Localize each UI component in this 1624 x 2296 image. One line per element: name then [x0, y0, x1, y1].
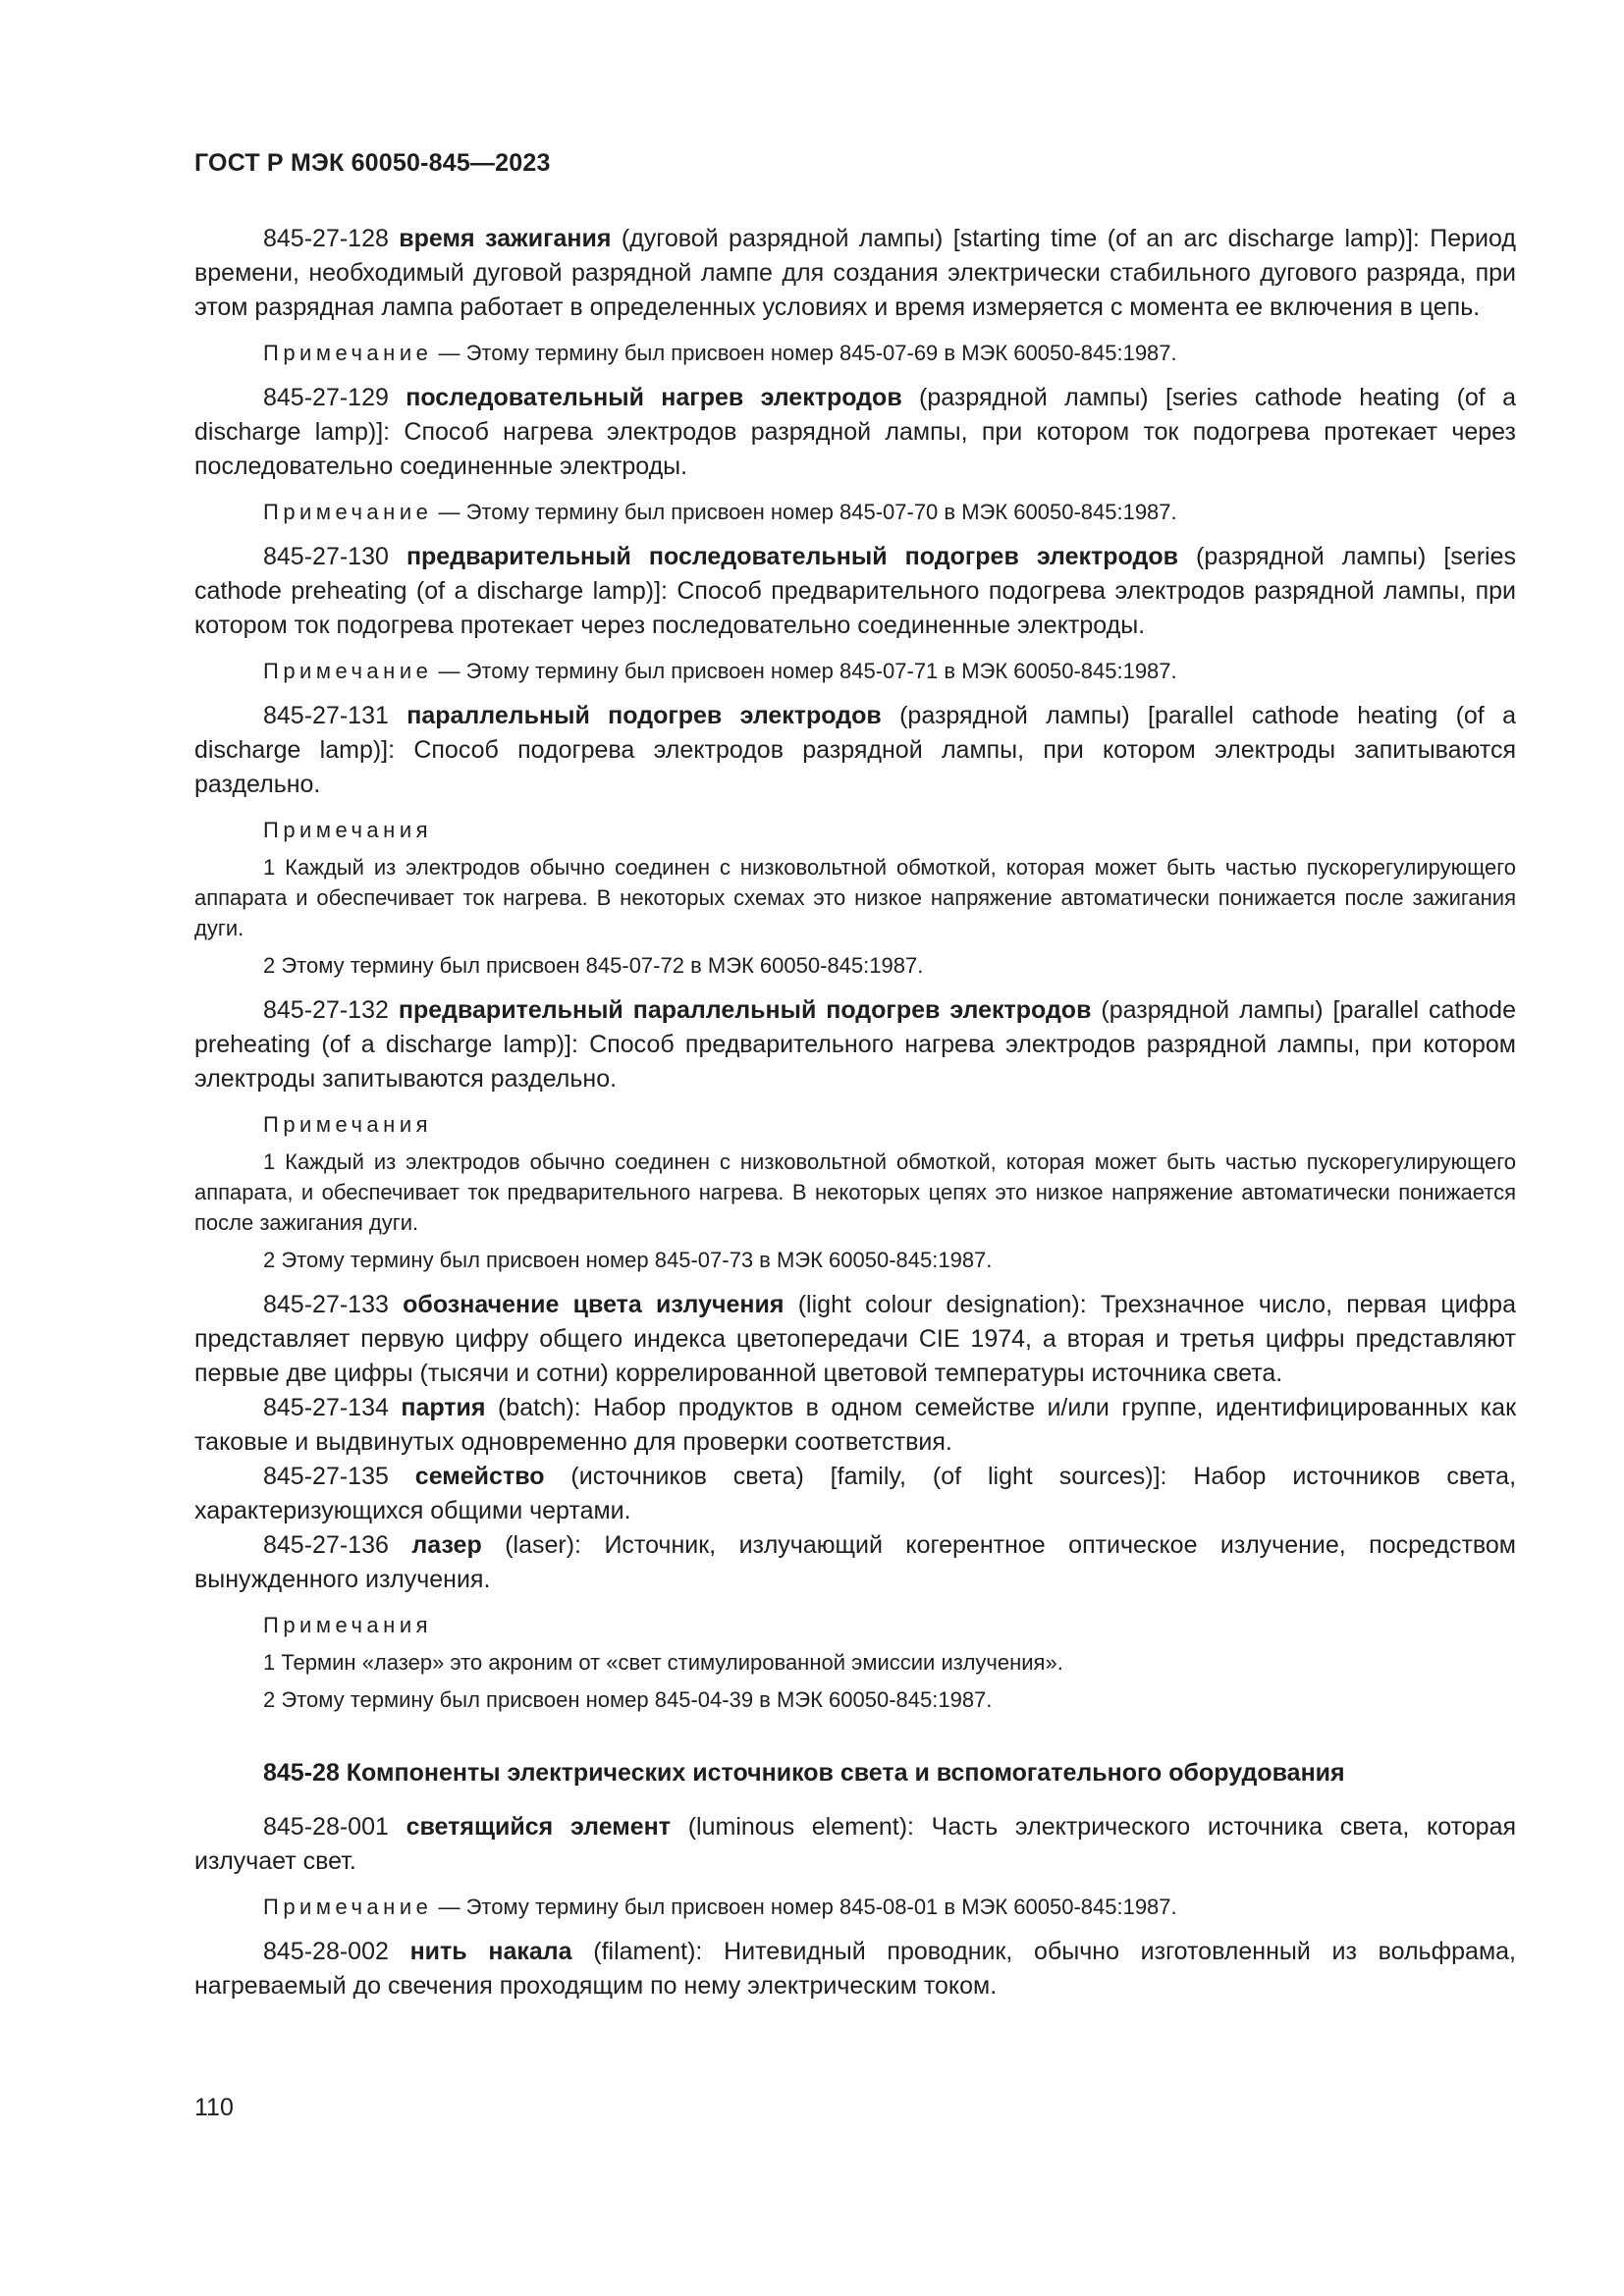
term-entry: [194, 1288, 1516, 1391]
note-label: Примечание: [263, 341, 433, 365]
term-title: лазер: [411, 1531, 482, 1559]
term-entry: [194, 1391, 1516, 1460]
term-title: партия: [401, 1394, 486, 1421]
term-definition: (разрядной лампы) [series cathode preheating (of a discharge lamp)]: Способ предварительного подогрева электродов разрядной лампы, при котором ток подогрева протекает через последовательно соединенные электроды.: [194, 543, 1516, 639]
term-definition: (light colour designation): Трехзначное число, первая цифра представляет первую цифру общего индекса цветопередачи CIE 1974, а вторая и третья цифры представляют первые две цифры (тысячи и сотни) коррелированной цветовой температуры источника света.: [194, 1291, 1516, 1387]
term-title: обозначение цвета излучения: [403, 1291, 785, 1318]
term-note: [194, 656, 1516, 686]
term-title: предварительный последовательный подогрев электродов: [406, 543, 1178, 570]
notes-heading: Примечания: [263, 1613, 433, 1637]
term-number: 845-27-128: [263, 225, 389, 252]
term-definition: (luminous element): Часть электрического источника света, которая излучает свет.: [194, 1813, 1517, 1875]
term-number: 845-27-136: [263, 1531, 389, 1559]
term-number: 845-27-130: [263, 543, 389, 570]
term-title: время зажигания: [399, 225, 612, 252]
section-heading: 845-28 Компоненты электрических источников света и вспомогательного оборудования: [263, 1759, 1345, 1787]
note-item: 1 Каждый из электродов обычно соединен с низковольтной обмоткой, которая может быть частью пускорегулирующего аппарата и обеспечивает ток нагрева. В некоторых схемах это низкое напряжение автоматически понижается после зажигания дуги.: [194, 855, 1516, 940]
note-text: — Этому термину был присвоен номер 845-07-71 в МЭК 60050-845:1987.: [438, 659, 1177, 683]
term-note: [194, 497, 1516, 527]
note-item: 2 Этому термину был присвоен 845-07-72 в МЭК 60050-845:1987.: [263, 953, 924, 978]
note-label: Примечание: [263, 500, 433, 524]
notes-heading: Примечания: [263, 818, 433, 842]
document-content: [194, 222, 1516, 2016]
note-text: — Этому термину был присвоен номер 845-07-69 в МЭК 60050-845:1987.: [438, 341, 1177, 365]
note-item: 2 Этому термину был присвоен номер 845-04-39 в МЭК 60050-845:1987.: [263, 1687, 993, 1712]
term-definition: (дуговой разрядной лампы) [starting time (of an arc discharge lamp)]: Период времени, необходимый дуговой разрядной лампе для создания электрически стабильного дугового разряда, при этом разрядная лампа работает в определенных условиях и время измеряется с момента ее включения в цепь.: [194, 225, 1516, 321]
term-title: последовательный нагрев электродов: [406, 384, 902, 411]
term-number: 845-28-001: [263, 1813, 389, 1841]
term-number: 845-27-132: [263, 996, 389, 1024]
term-entry: [194, 381, 1516, 484]
term-number: 845-27-129: [263, 384, 389, 411]
notes-heading: Примечания: [263, 1112, 433, 1137]
term-definition: (разрядной лампы) [parallel cathode preheating (of a discharge lamp)]: Способ предварительного нагрева электродов разрядной лампы, при котором электроды запитываются раздельно.: [194, 996, 1516, 1093]
term-number: 845-27-133: [263, 1291, 389, 1318]
note-label: Примечание: [263, 659, 433, 683]
note-item: 1 Каждый из электродов обычно соединен с низковольтной обмоткой, которая может быть частью пускорегулирующего аппарата, и обеспечивает ток предварительного нагрева. В некоторых цепях это низкое напряжение автоматически понижается после зажигания дуги.: [194, 1149, 1516, 1235]
term-definition: (laser): Источник, излучающий когерентное оптическое излучение, посредством вынужденного излучения.: [194, 1531, 1516, 1593]
term-definition: (filament): Нитевидный проводник, обычно изготовленный из вольфрама, нагреваемый до свечения проходящим по нему электрическим током.: [194, 1938, 1516, 2000]
note-item: 2 Этому термину был присвоен номер 845-07-73 в МЭК 60050-845:1987.: [263, 1248, 993, 1272]
term-entry: [194, 1810, 1516, 1879]
term-definition: (источников света) [family, (of light sources)]: Набор источников света, характеризующихся общими чертами.: [194, 1463, 1517, 1524]
term-definition: (разрядной лампы) [series cathode heating (of a discharge lamp)]: Способ нагрева электродов разрядной лампы, при котором ток подогрева протекает через последовательно соединенные электроды.: [194, 384, 1516, 480]
term-number: 845-27-131: [263, 702, 389, 729]
term-entry: [194, 540, 1516, 643]
note-text: — Этому термину был присвоен номер 845-08-01 в МЭК 60050-845:1987.: [438, 1895, 1177, 1919]
note-label: Примечание: [263, 1895, 433, 1919]
term-entry: [194, 1528, 1516, 1597]
term-title: светящийся элемент: [406, 1813, 672, 1841]
term-entry: [194, 1460, 1516, 1528]
page-number: 110: [194, 2094, 234, 2121]
term-entry: [194, 699, 1516, 802]
document-header: ГОСТ Р МЭК 60050-845—2023: [194, 149, 551, 177]
note-item: 1 Термин «лазер» это акроним от «свет стимулированной эмиссии излучения».: [263, 1650, 1063, 1675]
term-note: [194, 1892, 1516, 1922]
term-note: [194, 338, 1516, 368]
term-entry: [194, 222, 1516, 325]
term-title: семейство: [414, 1463, 545, 1490]
term-number: 845-27-135: [263, 1463, 389, 1490]
note-text: — Этому термину был присвоен номер 845-07-70 в МЭК 60050-845:1987.: [438, 500, 1177, 524]
term-number: 845-27-134: [263, 1394, 389, 1421]
term-title: предварительный параллельный подогрев электродов: [398, 996, 1092, 1024]
term-entry: [194, 993, 1516, 1096]
term-definition: (batch): Набор продуктов в одном семействе и/или группе, идентифицированных как таковые и выдвинутых одновременно для проверки соответствия.: [194, 1394, 1517, 1456]
term-title: параллельный подогрев электродов: [406, 702, 882, 729]
term-title: нить накала: [409, 1938, 572, 1965]
term-definition: (разрядной лампы) [parallel cathode heating (of a discharge lamp)]: Способ подогрева электродов разрядной лампы, при котором электроды запитываются раздельно.: [194, 702, 1516, 798]
term-number: 845-28-002: [263, 1938, 389, 1965]
term-entry: [194, 1935, 1516, 2003]
